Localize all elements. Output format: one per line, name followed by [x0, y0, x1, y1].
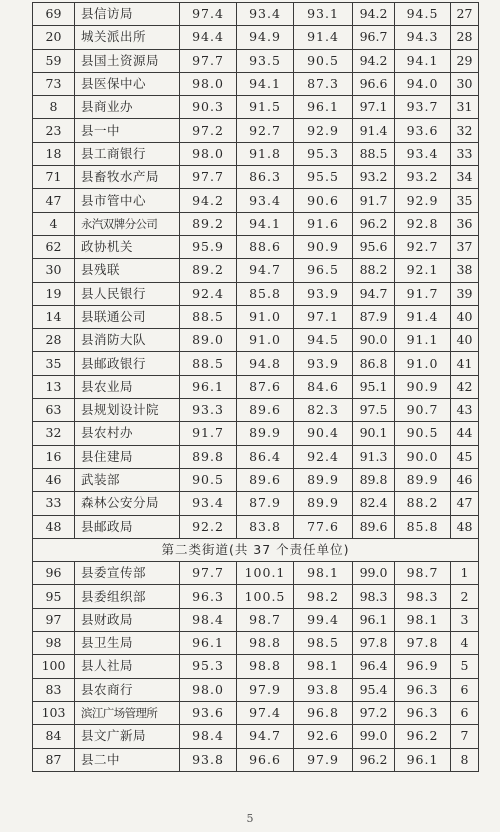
- cell-d: 91.3: [353, 445, 395, 468]
- table-row: [33, 235, 479, 258]
- cell-e: 94.5: [395, 3, 451, 26]
- cell-rank: 47: [451, 492, 479, 515]
- cell-name: 森林公安分局: [75, 492, 180, 515]
- cell-e: 85.8: [395, 515, 451, 538]
- cell-d: 97.8: [353, 632, 395, 655]
- cell-id: 20: [33, 26, 75, 49]
- cell-c: 92.9: [294, 119, 353, 142]
- cell-d: 86.8: [353, 352, 395, 375]
- cell-rank: 30: [451, 72, 479, 95]
- cell-d: 96.2: [353, 212, 395, 235]
- table-row: [33, 119, 479, 142]
- cell-a: 95.9: [180, 235, 237, 258]
- cell-e: 98.1: [395, 608, 451, 631]
- cell-b: 91.8: [237, 142, 294, 165]
- table-row: [33, 422, 479, 445]
- cell-e: 96.3: [395, 701, 451, 724]
- cell-id: 98: [33, 632, 75, 655]
- cell-c: 90.5: [294, 49, 353, 72]
- cell-d: 91.4: [353, 119, 395, 142]
- cell-name: 县消防大队: [75, 329, 180, 352]
- cell-id: 100: [33, 655, 75, 678]
- cell-d: 93.2: [353, 166, 395, 189]
- cell-b: 93.5: [237, 49, 294, 72]
- cell-b: 83.8: [237, 515, 294, 538]
- cell-b: 94.8: [237, 352, 294, 375]
- cell-rank: 32: [451, 119, 479, 142]
- table-row: [33, 305, 479, 328]
- cell-name: 县二中: [75, 748, 180, 771]
- cell-id: 30: [33, 259, 75, 282]
- cell-d: 88.5: [353, 142, 395, 165]
- cell-rank: 29: [451, 49, 479, 72]
- cell-c: 90.9: [294, 235, 353, 258]
- cell-a: 93.4: [180, 492, 237, 515]
- cell-d: 95.6: [353, 235, 395, 258]
- cell-d: 90.0: [353, 329, 395, 352]
- cell-b: 94.1: [237, 212, 294, 235]
- cell-b: 100.1: [237, 562, 294, 585]
- cell-e: 90.9: [395, 375, 451, 398]
- cell-e: 96.3: [395, 678, 451, 701]
- cell-b: 87.6: [237, 375, 294, 398]
- cell-rank: 39: [451, 282, 479, 305]
- cell-b: 96.6: [237, 748, 294, 771]
- cell-name: 滨江广场管理所: [75, 701, 180, 724]
- cell-a: 96.1: [180, 632, 237, 655]
- cell-name: 县规划设计院: [75, 399, 180, 422]
- table-row: [33, 96, 479, 119]
- cell-id: 71: [33, 166, 75, 189]
- cell-id: 62: [33, 235, 75, 258]
- cell-e: 92.8: [395, 212, 451, 235]
- cell-a: 97.7: [180, 166, 237, 189]
- cell-id: 33: [33, 492, 75, 515]
- cell-c: 97.1: [294, 305, 353, 328]
- cell-id: 13: [33, 375, 75, 398]
- cell-d: 96.1: [353, 608, 395, 631]
- table-row: [33, 608, 479, 631]
- cell-rank: 3: [451, 608, 479, 631]
- cell-d: 97.2: [353, 701, 395, 724]
- cell-name: 县委宣传部: [75, 562, 180, 585]
- cell-a: 93.3: [180, 399, 237, 422]
- cell-c: 93.8: [294, 678, 353, 701]
- cell-c: 98.2: [294, 585, 353, 608]
- cell-e: 94.0: [395, 72, 451, 95]
- cell-a: 88.5: [180, 352, 237, 375]
- cell-e: 90.0: [395, 445, 451, 468]
- cell-id: 48: [33, 515, 75, 538]
- cell-id: 19: [33, 282, 75, 305]
- cell-rank: 33: [451, 142, 479, 165]
- cell-a: 93.6: [180, 701, 237, 724]
- cell-id: 73: [33, 72, 75, 95]
- cell-b: 97.4: [237, 701, 294, 724]
- cell-a: 90.5: [180, 468, 237, 491]
- cell-b: 97.9: [237, 678, 294, 701]
- cell-c: 90.6: [294, 189, 353, 212]
- cell-name: 县邮政银行: [75, 352, 180, 375]
- cell-id: 28: [33, 329, 75, 352]
- cell-name: 县畜牧水产局: [75, 166, 180, 189]
- table-row: [33, 492, 479, 515]
- cell-name: 县住建局: [75, 445, 180, 468]
- table-row: [33, 515, 479, 538]
- cell-rank: 35: [451, 189, 479, 212]
- table-row: [33, 189, 479, 212]
- table-row: [33, 562, 479, 585]
- section-header-row: [33, 538, 479, 561]
- cell-id: 8: [33, 96, 75, 119]
- cell-name: 县医保中心: [75, 72, 180, 95]
- table-row: [33, 399, 479, 422]
- table-row: [33, 748, 479, 771]
- cell-rank: 44: [451, 422, 479, 445]
- cell-d: 94.2: [353, 3, 395, 26]
- cell-id: 4: [33, 212, 75, 235]
- cell-d: 96.6: [353, 72, 395, 95]
- cell-e: 91.4: [395, 305, 451, 328]
- cell-c: 96.5: [294, 259, 353, 282]
- cell-d: 94.2: [353, 49, 395, 72]
- cell-name: 县国土资源局: [75, 49, 180, 72]
- cell-d: 97.1: [353, 96, 395, 119]
- cell-c: 82.3: [294, 399, 353, 422]
- cell-rank: 2: [451, 585, 479, 608]
- cell-c: 96.8: [294, 701, 353, 724]
- cell-name: 县农村办: [75, 422, 180, 445]
- cell-d: 96.7: [353, 26, 395, 49]
- cell-b: 85.8: [237, 282, 294, 305]
- cell-rank: 42: [451, 375, 479, 398]
- cell-id: 87: [33, 748, 75, 771]
- cell-id: 84: [33, 725, 75, 748]
- cell-rank: 40: [451, 329, 479, 352]
- cell-e: 91.1: [395, 329, 451, 352]
- cell-e: 92.9: [395, 189, 451, 212]
- cell-c: 93.9: [294, 352, 353, 375]
- cell-name: 县工商银行: [75, 142, 180, 165]
- cell-b: 100.5: [237, 585, 294, 608]
- cell-name: 县卫生局: [75, 632, 180, 655]
- cell-rank: 40: [451, 305, 479, 328]
- table-row: [33, 72, 479, 95]
- cell-c: 87.3: [294, 72, 353, 95]
- cell-b: 98.7: [237, 608, 294, 631]
- cell-e: 94.3: [395, 26, 451, 49]
- cell-d: 95.4: [353, 678, 395, 701]
- cell-e: 93.7: [395, 96, 451, 119]
- cell-d: 90.1: [353, 422, 395, 445]
- ranking-table: [32, 2, 479, 772]
- cell-b: 87.9: [237, 492, 294, 515]
- cell-id: 16: [33, 445, 75, 468]
- cell-e: 94.1: [395, 49, 451, 72]
- cell-name: 永汽双牌分公司: [75, 212, 180, 235]
- cell-c: 92.4: [294, 445, 353, 468]
- cell-b: 92.7: [237, 119, 294, 142]
- table-row: [33, 375, 479, 398]
- cell-id: 59: [33, 49, 75, 72]
- cell-rank: 7: [451, 725, 479, 748]
- cell-c: 89.9: [294, 468, 353, 491]
- cell-b: 91.5: [237, 96, 294, 119]
- cell-id: 103: [33, 701, 75, 724]
- cell-name: 县农商行: [75, 678, 180, 701]
- cell-id: 97: [33, 608, 75, 631]
- table-row: [33, 725, 479, 748]
- cell-a: 96.3: [180, 585, 237, 608]
- cell-c: 96.1: [294, 96, 353, 119]
- table-row: [33, 3, 479, 26]
- cell-a: 93.8: [180, 748, 237, 771]
- cell-c: 95.5: [294, 166, 353, 189]
- cell-a: 96.1: [180, 375, 237, 398]
- cell-c: 94.5: [294, 329, 353, 352]
- cell-b: 88.6: [237, 235, 294, 258]
- cell-b: 94.7: [237, 725, 294, 748]
- cell-rank: 28: [451, 26, 479, 49]
- table-row: [33, 26, 479, 49]
- cell-d: 95.1: [353, 375, 395, 398]
- cell-a: 97.4: [180, 3, 237, 26]
- cell-e: 98.3: [395, 585, 451, 608]
- cell-c: 90.4: [294, 422, 353, 445]
- cell-a: 98.4: [180, 608, 237, 631]
- cell-e: 92.1: [395, 259, 451, 282]
- cell-rank: 38: [451, 259, 479, 282]
- cell-c: 91.6: [294, 212, 353, 235]
- cell-a: 88.5: [180, 305, 237, 328]
- cell-a: 94.2: [180, 189, 237, 212]
- cell-b: 89.9: [237, 422, 294, 445]
- cell-id: 18: [33, 142, 75, 165]
- cell-d: 96.2: [353, 748, 395, 771]
- cell-id: 63: [33, 399, 75, 422]
- cell-id: 95: [33, 585, 75, 608]
- cell-e: 96.9: [395, 655, 451, 678]
- cell-id: 96: [33, 562, 75, 585]
- cell-name: 县农业局: [75, 375, 180, 398]
- table-row: [33, 282, 479, 305]
- cell-e: 88.2: [395, 492, 451, 515]
- cell-e: 93.6: [395, 119, 451, 142]
- cell-name: 县联通公司: [75, 305, 180, 328]
- cell-d: 97.5: [353, 399, 395, 422]
- cell-d: 96.4: [353, 655, 395, 678]
- cell-b: 94.9: [237, 26, 294, 49]
- cell-c: 93.9: [294, 282, 353, 305]
- cell-name: 县一中: [75, 119, 180, 142]
- cell-a: 89.0: [180, 329, 237, 352]
- cell-id: 35: [33, 352, 75, 375]
- table-row: [33, 701, 479, 724]
- cell-name: 县财政局: [75, 608, 180, 631]
- cell-rank: 5: [451, 655, 479, 678]
- cell-c: 91.4: [294, 26, 353, 49]
- cell-a: 89.8: [180, 445, 237, 468]
- cell-e: 93.2: [395, 166, 451, 189]
- cell-d: 82.4: [353, 492, 395, 515]
- cell-d: 88.2: [353, 259, 395, 282]
- cell-name: 县委组织部: [75, 585, 180, 608]
- cell-c: 98.5: [294, 632, 353, 655]
- table-row: [33, 468, 479, 491]
- cell-e: 92.7: [395, 235, 451, 258]
- table-row: [33, 585, 479, 608]
- cell-name: 县文广新局: [75, 725, 180, 748]
- cell-e: 97.8: [395, 632, 451, 655]
- cell-b: 86.3: [237, 166, 294, 189]
- cell-b: 94.1: [237, 72, 294, 95]
- cell-c: 93.1: [294, 3, 353, 26]
- cell-a: 91.7: [180, 422, 237, 445]
- table-row: [33, 655, 479, 678]
- cell-a: 98.0: [180, 678, 237, 701]
- cell-a: 97.7: [180, 49, 237, 72]
- cell-e: 91.0: [395, 352, 451, 375]
- cell-name: 城关派出所: [75, 26, 180, 49]
- cell-b: 91.0: [237, 329, 294, 352]
- cell-a: 92.4: [180, 282, 237, 305]
- cell-rank: 45: [451, 445, 479, 468]
- table-row: [33, 166, 479, 189]
- table-row: [33, 678, 479, 701]
- cell-c: 99.4: [294, 608, 353, 631]
- cell-e: 96.2: [395, 725, 451, 748]
- cell-e: 98.7: [395, 562, 451, 585]
- cell-e: 91.7: [395, 282, 451, 305]
- cell-name: 县信访局: [75, 3, 180, 26]
- cell-rank: 8: [451, 748, 479, 771]
- cell-d: 99.0: [353, 725, 395, 748]
- cell-e: 93.4: [395, 142, 451, 165]
- cell-name: 县商业办: [75, 96, 180, 119]
- cell-a: 98.0: [180, 142, 237, 165]
- cell-a: 95.3: [180, 655, 237, 678]
- table-row: [33, 632, 479, 655]
- cell-a: 90.3: [180, 96, 237, 119]
- section-title: 第二类街道(共 37 个责任单位): [33, 538, 479, 561]
- cell-a: 92.2: [180, 515, 237, 538]
- cell-c: 95.3: [294, 142, 353, 165]
- cell-id: 23: [33, 119, 75, 142]
- cell-rank: 43: [451, 399, 479, 422]
- cell-e: 90.7: [395, 399, 451, 422]
- cell-name: 县市管中心: [75, 189, 180, 212]
- cell-rank: 48: [451, 515, 479, 538]
- cell-b: 93.4: [237, 3, 294, 26]
- cell-a: 98.0: [180, 72, 237, 95]
- table-row: [33, 259, 479, 282]
- table-row: [33, 352, 479, 375]
- cell-id: 46: [33, 468, 75, 491]
- cell-name: 县邮政局: [75, 515, 180, 538]
- cell-c: 97.9: [294, 748, 353, 771]
- cell-b: 98.8: [237, 632, 294, 655]
- cell-b: 86.4: [237, 445, 294, 468]
- cell-b: 98.8: [237, 655, 294, 678]
- cell-rank: 34: [451, 166, 479, 189]
- cell-id: 83: [33, 678, 75, 701]
- cell-b: 94.7: [237, 259, 294, 282]
- cell-c: 92.6: [294, 725, 353, 748]
- cell-b: 93.4: [237, 189, 294, 212]
- cell-d: 98.3: [353, 585, 395, 608]
- table-row: [33, 49, 479, 72]
- cell-id: 32: [33, 422, 75, 445]
- cell-d: 87.9: [353, 305, 395, 328]
- cell-c: 84.6: [294, 375, 353, 398]
- cell-rank: 6: [451, 678, 479, 701]
- cell-c: 89.9: [294, 492, 353, 515]
- table-row: [33, 142, 479, 165]
- cell-rank: 46: [451, 468, 479, 491]
- cell-a: 89.2: [180, 259, 237, 282]
- cell-a: 98.4: [180, 725, 237, 748]
- cell-rank: 31: [451, 96, 479, 119]
- cell-c: 98.1: [294, 655, 353, 678]
- cell-c: 77.6: [294, 515, 353, 538]
- cell-rank: 1: [451, 562, 479, 585]
- cell-name: 武装部: [75, 468, 180, 491]
- cell-a: 97.7: [180, 562, 237, 585]
- cell-e: 89.9: [395, 468, 451, 491]
- page-number: 5: [246, 812, 254, 825]
- cell-d: 89.6: [353, 515, 395, 538]
- cell-b: 89.6: [237, 399, 294, 422]
- cell-a: 89.2: [180, 212, 237, 235]
- cell-rank: 27: [451, 3, 479, 26]
- cell-c: 98.1: [294, 562, 353, 585]
- cell-rank: 4: [451, 632, 479, 655]
- cell-rank: 41: [451, 352, 479, 375]
- cell-e: 96.1: [395, 748, 451, 771]
- cell-name: 政协机关: [75, 235, 180, 258]
- table-row: [33, 329, 479, 352]
- table-row: [33, 212, 479, 235]
- cell-e: 90.5: [395, 422, 451, 445]
- cell-a: 97.2: [180, 119, 237, 142]
- ranking-table-body: [33, 3, 479, 772]
- cell-name: 县残联: [75, 259, 180, 282]
- cell-name: 县人民银行: [75, 282, 180, 305]
- cell-id: 14: [33, 305, 75, 328]
- cell-rank: 36: [451, 212, 479, 235]
- cell-rank: 6: [451, 701, 479, 724]
- cell-d: 94.7: [353, 282, 395, 305]
- cell-id: 47: [33, 189, 75, 212]
- cell-a: 94.4: [180, 26, 237, 49]
- cell-b: 91.0: [237, 305, 294, 328]
- cell-d: 89.8: [353, 468, 395, 491]
- cell-d: 91.7: [353, 189, 395, 212]
- cell-name: 县人社局: [75, 655, 180, 678]
- cell-b: 89.6: [237, 468, 294, 491]
- cell-rank: 37: [451, 235, 479, 258]
- cell-id: 69: [33, 3, 75, 26]
- table-row: [33, 445, 479, 468]
- cell-d: 99.0: [353, 562, 395, 585]
